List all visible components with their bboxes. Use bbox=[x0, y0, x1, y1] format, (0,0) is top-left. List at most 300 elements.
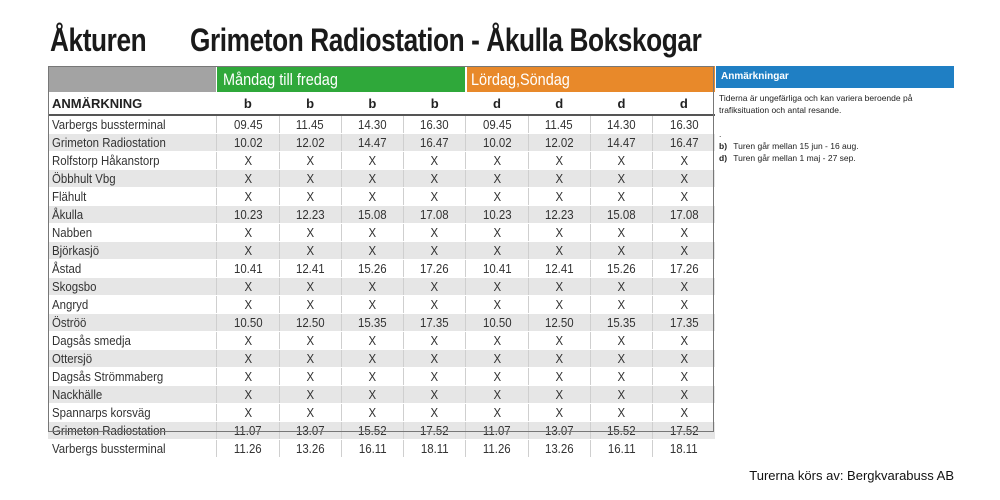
departure-time-cell bbox=[341, 134, 403, 152]
departure-time: X bbox=[244, 171, 252, 186]
departure-time-cell bbox=[404, 134, 466, 152]
departure-time: 15.52 bbox=[607, 423, 636, 438]
departure-time: 10.02 bbox=[233, 135, 263, 150]
departure-time-cell bbox=[653, 386, 715, 404]
departure-time-cell bbox=[590, 260, 652, 278]
departure-time-cell bbox=[528, 386, 590, 404]
notes-body bbox=[716, 88, 954, 164]
departure-time: X bbox=[555, 387, 564, 402]
departure-time: X bbox=[617, 333, 626, 348]
departure-time-cell bbox=[466, 368, 528, 386]
departure-time-cell bbox=[466, 296, 528, 314]
departure-time-cell bbox=[404, 242, 466, 260]
departure-time-cell bbox=[590, 170, 652, 188]
stop-name-cell bbox=[48, 170, 217, 188]
departure-time: 16.47 bbox=[669, 135, 699, 150]
departure-time-cell bbox=[528, 224, 590, 242]
departure-time: 17.08 bbox=[669, 207, 699, 222]
departure-time-cell bbox=[404, 404, 466, 422]
departure-time-cell bbox=[217, 404, 279, 422]
stop-name-cell bbox=[48, 332, 217, 350]
departure-time-cell bbox=[279, 368, 341, 386]
departure-time: 16.47 bbox=[420, 135, 449, 150]
stop-name-cell bbox=[48, 224, 217, 242]
departure-time: 10.41 bbox=[482, 261, 512, 276]
remark-cell: b bbox=[279, 92, 341, 115]
departure-time-cell bbox=[217, 152, 279, 170]
table-row bbox=[48, 152, 715, 170]
departure-time-cell bbox=[217, 314, 279, 332]
departure-time: X bbox=[617, 279, 626, 294]
departure-time: X bbox=[493, 405, 501, 420]
departure-time-cell bbox=[341, 440, 403, 458]
departure-time: 17.52 bbox=[669, 423, 699, 438]
departure-time: X bbox=[244, 279, 252, 294]
departure-time: X bbox=[680, 171, 688, 186]
table-row bbox=[48, 170, 715, 188]
departure-time-cell bbox=[528, 440, 590, 458]
departure-time-cell bbox=[279, 170, 341, 188]
departure-time-cell bbox=[528, 332, 590, 350]
departure-time: X bbox=[368, 243, 377, 258]
departure-time: X bbox=[680, 189, 688, 204]
departure-time-cell bbox=[528, 278, 590, 296]
departure-time: X bbox=[555, 297, 564, 312]
departure-time-cell bbox=[590, 296, 652, 314]
departure-time-cell bbox=[279, 386, 341, 404]
stop-name-cell bbox=[48, 134, 217, 152]
remark-cell: d bbox=[590, 92, 652, 115]
table-row bbox=[48, 332, 715, 350]
departure-time-cell bbox=[279, 440, 341, 458]
departure-time-cell bbox=[341, 296, 403, 314]
stop-name-cell bbox=[48, 206, 217, 224]
departure-time-cell bbox=[590, 134, 652, 152]
departure-time: X bbox=[555, 351, 564, 366]
departure-time: 14.47 bbox=[607, 135, 636, 150]
departure-time-cell bbox=[528, 314, 590, 332]
departure-time-cell bbox=[404, 206, 466, 224]
departure-time: X bbox=[617, 243, 626, 258]
operator-credit: Turerna körs av: Bergkvarabuss AB bbox=[749, 468, 954, 483]
departure-time: X bbox=[555, 333, 564, 348]
departure-time-cell bbox=[404, 332, 466, 350]
stop-name-cell bbox=[48, 115, 217, 134]
departure-time: X bbox=[617, 189, 626, 204]
departure-time-cell bbox=[404, 386, 466, 404]
departure-time: X bbox=[244, 405, 252, 420]
departure-time-cell bbox=[466, 404, 528, 422]
departure-time: X bbox=[306, 189, 314, 204]
departure-time: 12.41 bbox=[544, 261, 574, 276]
departure-time: X bbox=[680, 153, 688, 168]
stop-name-cell bbox=[48, 188, 217, 206]
stop-name-cell bbox=[48, 404, 217, 422]
stop-name: Åstad bbox=[52, 261, 82, 276]
departure-time-cell bbox=[217, 134, 279, 152]
departure-time-cell bbox=[279, 422, 341, 440]
departure-time-cell bbox=[404, 278, 466, 296]
departure-time-cell bbox=[466, 386, 528, 404]
departure-time-cell bbox=[653, 368, 715, 386]
departure-time-cell bbox=[590, 314, 652, 332]
departure-time-cell bbox=[341, 260, 403, 278]
departure-time-cell bbox=[341, 224, 403, 242]
departure-time-cell bbox=[217, 242, 279, 260]
departure-time-cell bbox=[279, 350, 341, 368]
departure-time: 15.08 bbox=[607, 207, 636, 222]
departure-time: X bbox=[617, 225, 626, 240]
departure-time: X bbox=[430, 153, 439, 168]
departure-time: X bbox=[555, 189, 564, 204]
departure-time: X bbox=[244, 351, 252, 366]
stop-name: Björkasjö bbox=[52, 243, 100, 258]
departure-time-cell bbox=[528, 188, 590, 206]
departure-time: X bbox=[306, 387, 314, 402]
departure-time-cell bbox=[653, 115, 715, 134]
departure-time-cell bbox=[653, 242, 715, 260]
departure-time-cell bbox=[404, 296, 466, 314]
departure-time-cell bbox=[653, 422, 715, 440]
departure-time-cell bbox=[279, 278, 341, 296]
departure-time-cell bbox=[217, 115, 279, 134]
departure-time: X bbox=[617, 171, 626, 186]
departure-time: 16.30 bbox=[420, 117, 449, 132]
notes-dot: . bbox=[719, 129, 722, 139]
departure-time: 11.07 bbox=[483, 423, 511, 438]
departure-time: X bbox=[368, 387, 377, 402]
departure-time: 10.41 bbox=[233, 261, 263, 276]
departure-time-cell bbox=[341, 170, 403, 188]
stop-name: Rolfstorp Håkanstorp bbox=[52, 153, 160, 168]
departure-time-cell bbox=[404, 115, 466, 134]
departure-time: 13.26 bbox=[544, 441, 574, 456]
departure-time-cell bbox=[653, 350, 715, 368]
departure-time: X bbox=[306, 369, 314, 384]
stop-name: Grimeton Radiostation bbox=[52, 423, 166, 438]
weekend-header bbox=[466, 66, 715, 92]
departure-time-cell bbox=[528, 206, 590, 224]
departure-time-cell bbox=[404, 350, 466, 368]
table-row bbox=[48, 368, 715, 386]
departure-time-cell bbox=[217, 170, 279, 188]
departure-time: 15.08 bbox=[358, 207, 387, 222]
departure-time: X bbox=[617, 153, 626, 168]
departure-time-cell bbox=[653, 440, 715, 458]
timetable bbox=[48, 66, 715, 458]
departure-time-cell bbox=[528, 242, 590, 260]
departure-time-cell bbox=[279, 314, 341, 332]
departure-time: X bbox=[368, 405, 377, 420]
departure-time: X bbox=[555, 279, 564, 294]
departure-time: X bbox=[493, 279, 501, 294]
departure-time-cell bbox=[341, 404, 403, 422]
departure-time: X bbox=[680, 387, 688, 402]
departure-time-cell bbox=[217, 332, 279, 350]
departure-time: X bbox=[493, 243, 501, 258]
table-row bbox=[48, 188, 715, 206]
departure-time-cell bbox=[341, 152, 403, 170]
table-row bbox=[48, 404, 715, 422]
stop-name: Dagsås Strömmaberg bbox=[52, 369, 164, 384]
stop-name: Skogsbo bbox=[52, 279, 97, 294]
departure-time-cell bbox=[279, 224, 341, 242]
departure-time: 10.50 bbox=[482, 315, 512, 330]
departure-time: X bbox=[368, 333, 377, 348]
note-text: Turen går mellan 15 jun - 16 aug. bbox=[733, 141, 859, 151]
departure-time-cell bbox=[341, 332, 403, 350]
departure-time-cell bbox=[466, 134, 528, 152]
departure-time-cell bbox=[217, 296, 279, 314]
stop-name-cell bbox=[48, 350, 217, 368]
departure-time-cell bbox=[466, 314, 528, 332]
departure-time: X bbox=[430, 243, 439, 258]
departure-time-cell bbox=[466, 206, 528, 224]
departure-time: X bbox=[617, 351, 626, 366]
departure-time-cell bbox=[653, 314, 715, 332]
departure-time: 17.52 bbox=[420, 423, 449, 438]
departure-time: 16.11 bbox=[607, 441, 636, 456]
stop-name: Öströö bbox=[52, 315, 87, 330]
stop-name-cell bbox=[48, 314, 217, 332]
departure-time: X bbox=[555, 243, 564, 258]
departure-time-cell bbox=[279, 115, 341, 134]
departure-time-cell bbox=[528, 296, 590, 314]
departure-time: X bbox=[680, 279, 688, 294]
departure-time: X bbox=[680, 297, 688, 312]
departure-time: X bbox=[244, 153, 252, 168]
departure-time: 10.02 bbox=[482, 135, 512, 150]
departure-time-cell bbox=[590, 422, 652, 440]
departure-time-cell bbox=[217, 368, 279, 386]
departure-time-cell bbox=[404, 224, 466, 242]
departure-time-cell bbox=[341, 422, 403, 440]
departure-time-cell bbox=[466, 188, 528, 206]
departure-time: 16.11 bbox=[358, 441, 387, 456]
stop-name: Åkulla bbox=[52, 207, 84, 222]
departure-time: X bbox=[493, 297, 501, 312]
departure-time-cell bbox=[590, 368, 652, 386]
table-row bbox=[48, 314, 715, 332]
departure-time-cell bbox=[341, 278, 403, 296]
departure-time-cell bbox=[217, 350, 279, 368]
departure-time: X bbox=[680, 225, 688, 240]
departure-time: X bbox=[493, 351, 501, 366]
departure-time-cell bbox=[404, 188, 466, 206]
departure-time: 18.11 bbox=[670, 441, 698, 456]
departure-time: 11.45 bbox=[296, 117, 325, 132]
route-name: Åkturen bbox=[50, 22, 147, 58]
departure-time: 12.50 bbox=[544, 315, 574, 330]
departure-time: 11.26 bbox=[233, 441, 262, 456]
departure-time-cell bbox=[653, 278, 715, 296]
stop-name-cell bbox=[48, 152, 217, 170]
stop-name: Öbbhult Vbg bbox=[52, 171, 116, 186]
departure-time: 17.08 bbox=[420, 207, 449, 222]
departure-time-cell bbox=[590, 206, 652, 224]
departure-time: 15.26 bbox=[607, 261, 636, 276]
departure-time-cell bbox=[279, 404, 341, 422]
departure-time: X bbox=[306, 333, 314, 348]
departure-time: 10.23 bbox=[482, 207, 512, 222]
departure-time-cell bbox=[590, 242, 652, 260]
departure-time-cell bbox=[404, 368, 466, 386]
departure-time-cell bbox=[217, 440, 279, 458]
departure-time: 12.23 bbox=[295, 207, 325, 222]
departure-time: 09.45 bbox=[233, 117, 263, 132]
departure-time-cell bbox=[466, 115, 528, 134]
departure-time: 12.02 bbox=[544, 135, 574, 150]
departure-time-cell bbox=[341, 188, 403, 206]
departure-time: X bbox=[493, 171, 501, 186]
departure-time-cell bbox=[279, 134, 341, 152]
weekday-header bbox=[217, 66, 466, 92]
stop-name: Varbergs bussterminal bbox=[52, 117, 166, 132]
departure-time-cell bbox=[217, 188, 279, 206]
departure-time-cell bbox=[590, 224, 652, 242]
table-row bbox=[48, 115, 715, 134]
departure-time: 14.47 bbox=[358, 135, 387, 150]
departure-time: X bbox=[368, 279, 377, 294]
departure-time: X bbox=[430, 189, 439, 204]
table-row bbox=[48, 242, 715, 260]
departure-time: X bbox=[368, 351, 377, 366]
departure-time: X bbox=[430, 387, 439, 402]
departure-time-cell bbox=[466, 350, 528, 368]
departure-time: X bbox=[430, 333, 439, 348]
remark-header: ANMÄRKNING bbox=[48, 92, 217, 115]
departure-time-cell bbox=[466, 152, 528, 170]
stop-name-cell bbox=[48, 422, 217, 440]
departure-time-cell bbox=[341, 242, 403, 260]
departure-time-cell bbox=[341, 314, 403, 332]
departure-time-cell bbox=[279, 242, 341, 260]
departure-time: X bbox=[555, 225, 564, 240]
departure-time: X bbox=[680, 369, 688, 384]
stop-name-cell bbox=[48, 368, 217, 386]
departure-time-cell bbox=[528, 115, 590, 134]
departure-time: 13.07 bbox=[544, 423, 574, 438]
stop-name-cell bbox=[48, 260, 217, 278]
departure-time-cell bbox=[653, 170, 715, 188]
weekend-label: Lördag,Söndag bbox=[470, 69, 570, 89]
stop-name-cell bbox=[48, 296, 217, 314]
table-row bbox=[48, 224, 715, 242]
departure-time: 14.30 bbox=[607, 117, 636, 132]
stop-name: Dagsås smedja bbox=[52, 333, 131, 348]
departure-time: X bbox=[430, 279, 439, 294]
departure-time: X bbox=[680, 333, 688, 348]
departure-time: X bbox=[368, 171, 377, 186]
departure-time-cell bbox=[404, 422, 466, 440]
table-row bbox=[48, 278, 715, 296]
departure-time: X bbox=[306, 171, 314, 186]
remark-cell: d bbox=[653, 92, 715, 115]
departure-time-cell bbox=[217, 422, 279, 440]
departure-time-cell bbox=[466, 224, 528, 242]
departure-time: X bbox=[368, 153, 377, 168]
note-code: b) bbox=[719, 141, 728, 151]
departure-time-cell bbox=[590, 115, 652, 134]
day-group-header bbox=[48, 66, 715, 92]
departure-time: X bbox=[493, 333, 501, 348]
departure-time: X bbox=[430, 297, 439, 312]
departure-time: 17.35 bbox=[669, 315, 699, 330]
departure-time: X bbox=[306, 279, 314, 294]
departure-time-cell bbox=[217, 224, 279, 242]
departure-time: X bbox=[617, 387, 626, 402]
departure-time: X bbox=[368, 189, 377, 204]
departure-time-cell bbox=[404, 314, 466, 332]
departure-time: X bbox=[493, 387, 501, 402]
stop-name: Nackhälle bbox=[52, 387, 103, 402]
stop-name-cell bbox=[48, 242, 217, 260]
departure-time-cell bbox=[279, 296, 341, 314]
departure-time: 12.41 bbox=[295, 261, 325, 276]
departure-time-cell bbox=[279, 206, 341, 224]
departure-time-cell bbox=[404, 170, 466, 188]
departure-time: X bbox=[244, 333, 252, 348]
departure-time: X bbox=[244, 189, 252, 204]
departure-time: X bbox=[430, 351, 439, 366]
departure-time-cell bbox=[466, 440, 528, 458]
departure-time: 15.35 bbox=[607, 315, 636, 330]
departure-time-cell bbox=[466, 332, 528, 350]
notes-header: Anmärkningar bbox=[716, 66, 954, 88]
remark-row bbox=[48, 92, 715, 115]
departure-time: X bbox=[555, 171, 564, 186]
departure-time: X bbox=[306, 405, 314, 420]
departure-time-cell bbox=[341, 206, 403, 224]
departure-time-cell bbox=[217, 206, 279, 224]
note-item bbox=[719, 152, 952, 164]
departure-time: X bbox=[617, 369, 626, 384]
departure-time-cell bbox=[528, 422, 590, 440]
departure-time-cell bbox=[466, 278, 528, 296]
departure-time: 13.07 bbox=[295, 423, 325, 438]
departure-time-cell bbox=[653, 260, 715, 278]
departure-time-cell bbox=[341, 386, 403, 404]
departure-time-cell bbox=[653, 332, 715, 350]
departure-time: X bbox=[430, 171, 439, 186]
note-code: d) bbox=[719, 153, 728, 163]
table-row bbox=[48, 350, 715, 368]
departure-time: 17.35 bbox=[420, 315, 449, 330]
departure-time: X bbox=[306, 243, 314, 258]
stop-name: Varbergs bussterminal bbox=[52, 441, 166, 456]
departure-time: X bbox=[493, 225, 501, 240]
remark-cell: d bbox=[466, 92, 528, 115]
departure-time-cell bbox=[404, 440, 466, 458]
departure-time-cell bbox=[466, 170, 528, 188]
departure-time-cell bbox=[653, 404, 715, 422]
departure-time: X bbox=[244, 297, 252, 312]
departure-time-cell bbox=[590, 440, 652, 458]
departure-time-cell bbox=[528, 134, 590, 152]
departure-time-cell bbox=[653, 224, 715, 242]
departure-time-cell bbox=[217, 260, 279, 278]
departure-time-cell bbox=[217, 386, 279, 404]
departure-time: X bbox=[244, 243, 252, 258]
stop-name: Grimeton Radiostation bbox=[52, 135, 166, 150]
note-item bbox=[719, 140, 952, 152]
departure-time-cell bbox=[341, 368, 403, 386]
departure-time-cell bbox=[466, 242, 528, 260]
departure-time-cell bbox=[528, 152, 590, 170]
departure-time-cell bbox=[528, 368, 590, 386]
departure-time: X bbox=[555, 153, 564, 168]
departure-time-cell bbox=[653, 188, 715, 206]
